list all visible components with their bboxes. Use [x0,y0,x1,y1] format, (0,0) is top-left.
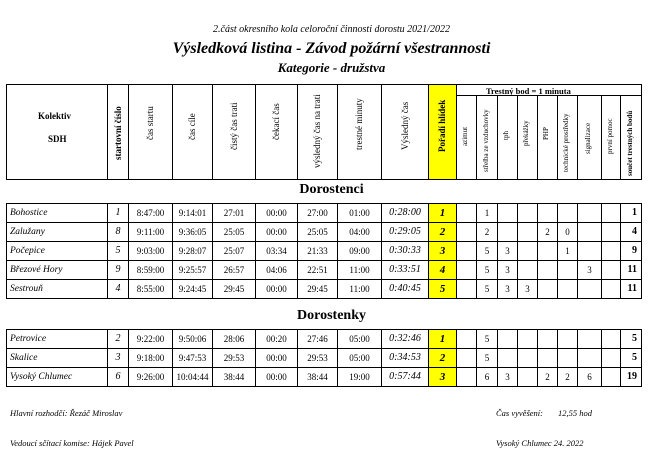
table-cell-p4 [518,261,537,279]
table-cell-start: 8:47:00 [136,208,165,218]
grid-line [6,386,642,387]
table-cell-cil: 9:47:53 [178,353,207,363]
header-poradi-hlidek: Pořadí hlídek [437,99,447,152]
grid-line [517,95,518,180]
header-technicka: technické prostředky [562,113,570,172]
table-cell-cisty: 25:05 [223,227,245,237]
table-cell-p3: 3 [505,284,510,294]
table-cell-vysl-trat: 27:00 [307,208,328,218]
table-cell-p7 [578,349,601,367]
section-title: Dorostenky [297,308,366,323]
header-stroba: střelba ze vzduchovky [481,109,490,172]
table-cell-cil: 9:36:05 [178,227,207,237]
team-name: Bohostice [10,208,48,218]
table-cell-cekaci: 00:00 [266,208,287,218]
table-cell-vysl-cas: 0:32:46 [389,333,421,344]
table-cell-cislo: 2 [115,333,121,344]
table-cell-p2: 5 [484,334,490,344]
table-cell-p5: 2 [545,227,550,237]
header-startovni-cislo: startovní číslo [112,106,123,160]
table-cell-soucet: 5 [632,352,637,363]
header-prvni-pomoc: první pomoc [605,118,614,154]
footer-chief-judge: Hlavní rozhodčí: Řezáč Miroslav [10,408,123,418]
table-cell-p4 [518,368,537,386]
table-cell-p4 [518,242,537,260]
table-cell-poradi: 2 [429,349,456,367]
table-cell-cil: 9:25:57 [178,265,207,275]
header-tph: tph [502,131,510,140]
table-cell-cisty: 26:57 [223,265,245,275]
header-prekazky: překážky [522,120,530,146]
table-cell-soucet: 1 [632,207,637,218]
table-cell-p2: 5 [484,246,490,256]
table-cell-p3 [498,330,517,348]
table-cell-cislo: 6 [115,371,121,382]
grid-line [456,84,457,180]
table-cell-trest-min: 05:00 [349,353,370,363]
table-cell-vysl-trat: 22:51 [307,265,328,275]
header-cekaci-cas: čekací čas [271,103,281,140]
table-cell-p4: 3 [525,284,530,294]
grid-line [6,179,642,180]
table-cell-cisty: 27:01 [223,208,245,218]
table-cell-soucet: 11 [627,283,637,294]
table-cell-p8 [602,330,620,348]
grid-line [537,95,538,180]
footer-place-date: Vysoký Chlumec 24. 2022 [496,438,584,448]
grid-line [381,84,382,180]
header-signalizace: signalizace [584,122,592,154]
table-cell-p7: 3 [587,265,592,275]
grid-line [128,84,129,180]
team-name: Vysoký Chlumec [10,372,73,382]
header-azimut: azimut [461,126,469,146]
table-cell-p6 [558,330,577,348]
table-cell-p5: 2 [545,372,550,382]
table-cell-p4 [518,330,537,348]
table-cell-start: 9:03:00 [136,246,165,256]
table-cell-p5 [538,242,557,260]
table-cell-vysl-cas: 0:30:33 [389,245,421,256]
table-cell-p6: 1 [565,246,570,256]
grid-line [6,298,642,299]
table-cell-vysl-cas: 0:34:53 [389,352,421,363]
table-cell-p6 [558,349,577,367]
table-cell-p4 [518,349,537,367]
table-cell-cislo: 8 [115,226,121,237]
table-cell-p1 [457,204,476,222]
table-cell-cekaci: 00:20 [266,334,287,344]
table-cell-p8 [602,261,620,279]
table-cell-p2: 5 [484,284,490,294]
grid-line [172,84,173,180]
table-cell-p2: 2 [484,227,490,237]
table-cell-cekaci: 00:00 [266,227,287,237]
table-cell-vysl-cas: 0:28:00 [389,207,421,218]
table-cell-cekaci: 00:00 [266,284,287,294]
table-cell-p1 [457,368,476,386]
table-cell-p6 [558,261,577,279]
table-cell-trest-min: 01:00 [349,208,370,218]
table-cell-p7 [578,242,601,260]
team-name: Počepice [10,246,45,256]
table-cell-cislo: 4 [115,283,121,294]
table-cell-trest-min: 04:00 [349,227,370,237]
table-cell-p1 [457,261,476,279]
grid-line [577,95,578,180]
table-cell-cil: 9:24:45 [178,284,207,294]
table-cell-p3: 3 [505,372,510,382]
table-cell-cekaci: 00:00 [266,353,287,363]
table-cell-p6: 2 [565,372,570,382]
table-cell-vysl-trat: 29:45 [307,284,328,294]
table-cell-vysl-trat: 21:33 [307,246,328,256]
grid-line [107,84,108,180]
table-cell-soucet: 4 [632,226,637,237]
team-name: Petrovice [10,334,47,344]
table-cell-p2: 1 [484,208,490,218]
table-cell-cekaci: 00:00 [266,372,287,382]
grid-line [557,95,558,180]
table-cell-p5 [538,330,557,348]
header-vysledny-cas-na-trati: výsledný čas na trati [312,94,322,168]
team-name: Zalužany [10,227,45,237]
table-cell-trest-min: 11:00 [349,284,370,294]
grid-line [641,329,642,387]
header-cisty-cas-trati: čistý čas trati [228,102,239,150]
table-cell-poradi: 1 [429,204,456,222]
table-cell-p7 [578,280,601,298]
header-cas-startu: čas startu [145,106,155,140]
header-kolektiv: Kolektiv [38,111,71,121]
grid-line [212,84,213,180]
table-cell-trest-min: 09:00 [349,246,370,256]
table-cell-p8 [602,242,620,260]
table-cell-p6: 0 [565,227,570,237]
table-cell-soucet: 9 [632,245,637,256]
table-cell-p8 [602,204,620,222]
table-cell-vysl-trat: 38:44 [307,372,328,382]
table-cell-p3 [498,349,517,367]
table-cell-start: 8:55:00 [136,284,165,294]
table-cell-p6 [558,280,577,298]
table-cell-p8 [602,223,620,241]
table-cell-soucet: 5 [632,333,637,344]
table-cell-p1 [457,349,476,367]
grid-line [255,84,256,180]
table-cell-p5 [538,204,557,222]
table-cell-vysl-trat: 25:05 [307,227,328,237]
grid-line [641,203,642,299]
grid-line [641,84,642,180]
table-cell-p8 [602,280,620,298]
header-category: Kategorie - družstva [277,60,386,75]
table-cell-vysl-cas: 0:57:44 [389,371,421,382]
table-cell-p6 [558,204,577,222]
table-cell-poradi: 3 [429,368,456,386]
table-cell-p3 [498,223,517,241]
table-cell-vysl-cas: 0:40:45 [389,283,421,294]
table-cell-start: 9:11:00 [136,227,165,237]
header-vysledny-cas: Výsledný čas [399,101,410,150]
team-name: Březové Hory [10,265,63,275]
header-soucet: součet trestných bodů [625,110,634,176]
table-cell-cislo: 1 [115,207,121,218]
table-cell-cisty: 25:07 [223,246,245,256]
header-penalty-title: Trestný bod = 1 minuta [486,86,571,96]
grid-line [297,84,298,180]
table-cell-p7 [578,330,601,348]
table-cell-p2: 5 [484,265,490,275]
footer-posted-value: 12,55 hod [558,408,592,418]
table-cell-cekaci: 03:34 [266,246,287,256]
header-line-1: 2.část okresního kola celoroční činnosti dorostu 2021/2022 [213,24,450,35]
table-cell-poradi: 3 [429,242,456,260]
grid-line [497,95,498,180]
table-cell-poradi: 4 [429,261,456,279]
table-cell-p8 [602,349,620,367]
table-cell-poradi: 2 [429,223,456,241]
team-name: Skalice [10,353,38,363]
table-cell-start: 9:18:00 [136,353,165,363]
section-title: Dorostenci [299,182,364,197]
table-cell-poradi: 5 [429,280,456,298]
grid-line [428,84,429,180]
table-cell-cil: 9:14:01 [178,208,207,218]
table-cell-p7 [578,223,601,241]
table-cell-cil: 10:04:44 [176,372,209,382]
table-cell-cislo: 3 [115,352,121,363]
header-trestne-minuty: trestné minuty [354,98,364,150]
table-cell-p1 [457,223,476,241]
table-cell-p5 [538,349,557,367]
table-cell-p7 [578,204,601,222]
table-cell-p3: 3 [505,246,510,256]
table-cell-p4 [518,204,537,222]
table-cell-poradi: 1 [429,330,456,348]
table-cell-p2: 6 [484,372,490,382]
header-title: Výsledková listina - Závod požární všestrannosti [172,40,491,57]
table-cell-vysl-trat: 27:46 [307,334,328,344]
table-cell-cisty: 28:06 [223,334,245,344]
grid-line [601,95,602,180]
table-cell-cil: 9:28:07 [178,246,207,256]
table-cell-p2: 5 [484,353,490,363]
table-cell-trest-min: 19:00 [349,372,370,382]
table-cell-p7: 6 [587,372,592,382]
table-cell-cislo: 9 [115,264,121,275]
table-cell-p1 [457,242,476,260]
table-cell-vysl-cas: 0:33:51 [389,264,421,275]
table-cell-start: 8:59:00 [136,265,165,275]
header-php: PHP [542,127,550,140]
footer-posted-label: Čas vyvěšení: [496,408,543,418]
table-cell-cil: 9:50:06 [178,334,207,344]
table-cell-trest-min: 11:00 [349,265,370,275]
table-cell-start: 9:26:00 [136,372,165,382]
grid-line [476,95,477,180]
team-name: Sestrouň [10,284,43,294]
table-cell-cisty: 29:53 [223,353,245,363]
table-cell-p3 [498,204,517,222]
footer-counting-head: Vedoucí sčítací komise: Hájek Pavel [10,438,134,448]
table-cell-start: 9:22:00 [136,334,165,344]
table-cell-cislo: 5 [115,245,121,256]
table-cell-soucet: 11 [627,264,637,275]
table-cell-p5 [538,280,557,298]
table-cell-p4 [518,223,537,241]
table-cell-vysl-cas: 0:29:05 [389,226,421,237]
grid-line [337,84,338,180]
table-cell-p1 [457,330,476,348]
header-sdh: SDH [48,134,67,144]
table-cell-vysl-trat: 29:53 [307,353,328,363]
table-cell-cisty: 29:45 [223,284,245,294]
grid-line [620,95,621,180]
table-cell-p3: 3 [505,265,510,275]
table-cell-p8 [602,368,620,386]
table-cell-soucet: 19 [627,371,637,382]
table-cell-p5 [538,261,557,279]
grid-line [6,84,7,180]
table-cell-p1 [457,280,476,298]
table-cell-cisty: 38:44 [223,372,245,382]
table-cell-trest-min: 05:00 [349,334,370,344]
grid-line [6,84,642,85]
header-cas-cile: čas cíle [187,113,197,140]
table-cell-cekaci: 04:06 [266,265,287,275]
